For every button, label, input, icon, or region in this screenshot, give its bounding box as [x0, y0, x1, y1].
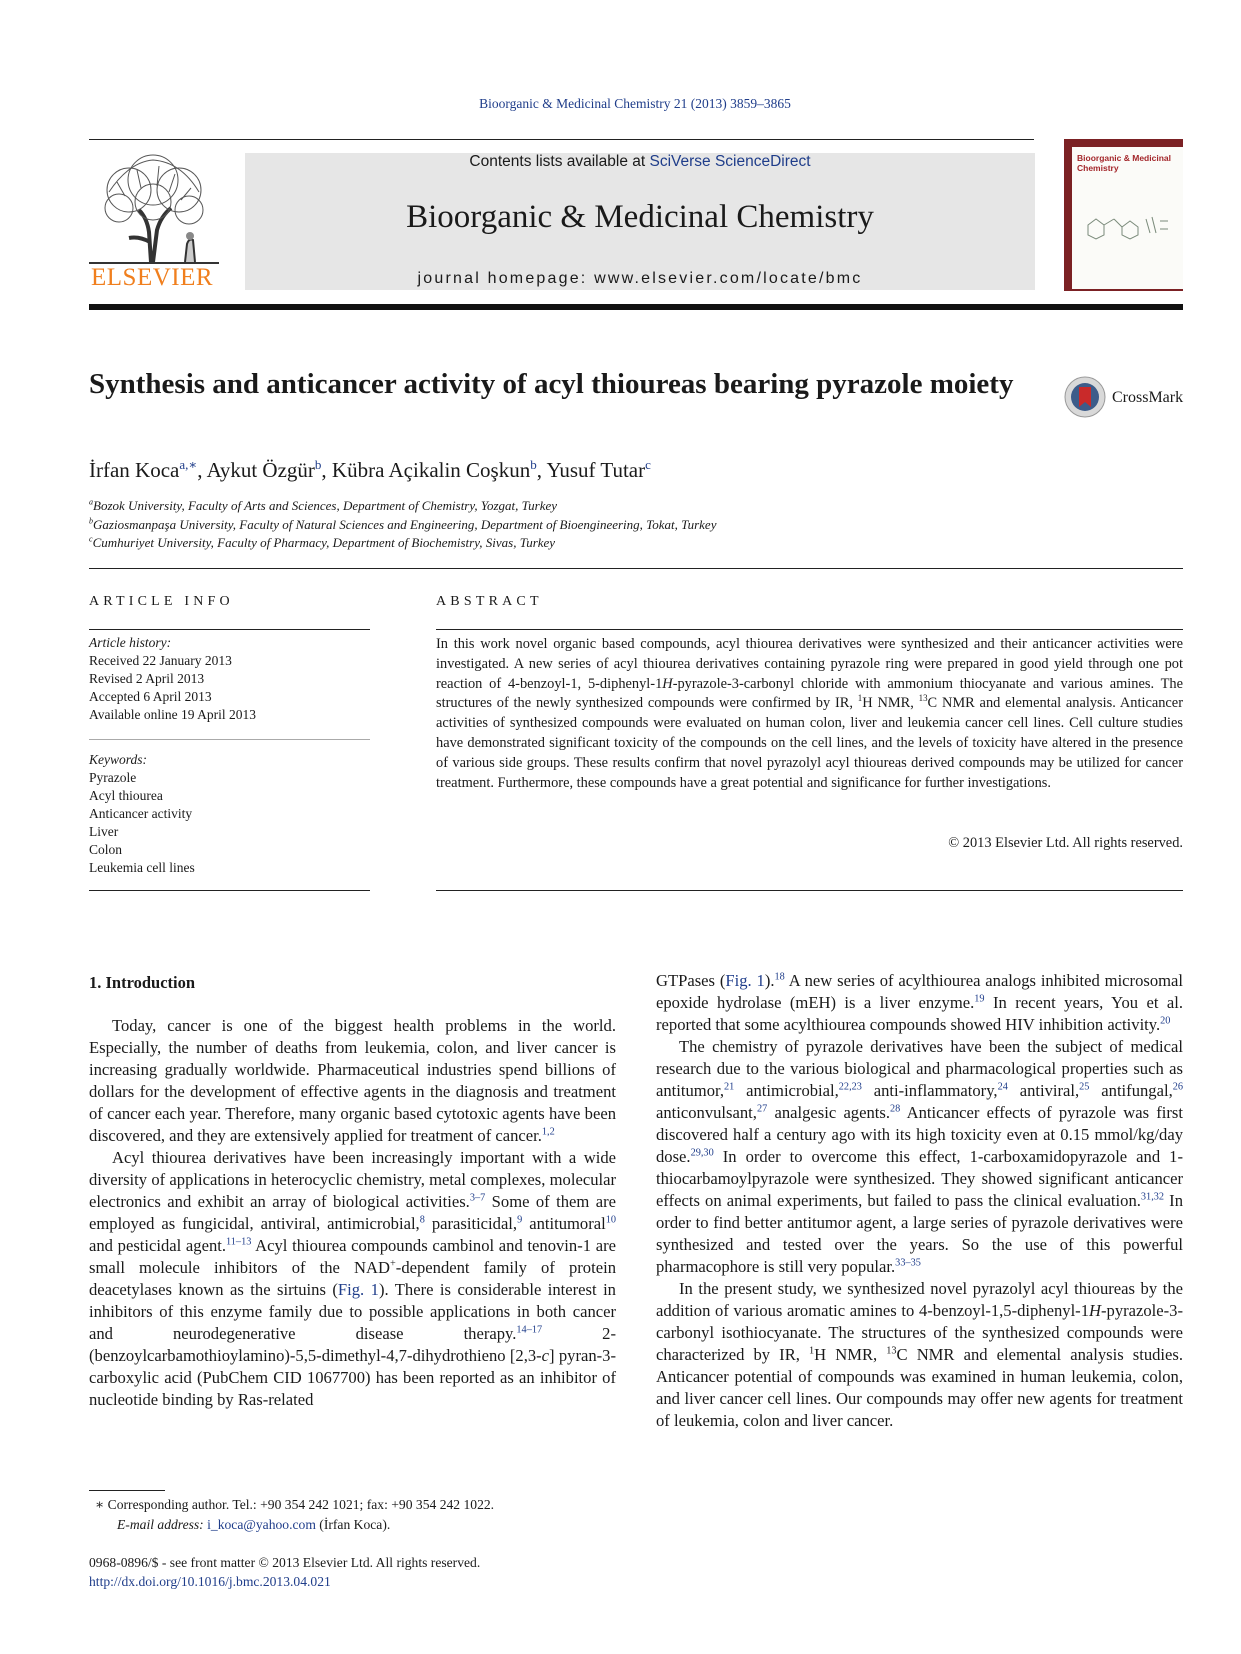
abstract-text-run: -pyrazole-3-carbonyl chloride with ammonium thiocyanate and various amines. The structures of the newly synthesized compounds were confirmed by IR, [436, 675, 1183, 712]
footnote-text: Corresponding author. Tel.: +90 354 242 1021; fax: +90 354 242 1022. [104, 1497, 495, 1512]
paragraph [656, 1036, 1183, 1278]
reference-link[interactable]: 20 [1160, 1015, 1171, 1027]
reference-link[interactable]: 9 [517, 1214, 523, 1226]
text-run: Acyl thiourea derivatives have been increasingly important with a wide diversity of applications in heterocyclic chemistry, metal complexes, molecular electronics and exhibit an array of biological activities. [89, 1148, 616, 1211]
affiliation-text: Cumhuriyet University, Faculty of Pharmacy, Department of Biochemistry, Sivas, Turkey [92, 535, 556, 550]
abstract-text-run: In this work novel organic based compounds, acyl thiourea derivatives were synthesized and their anticancer activities were investigated. A new series of acyl thiourea derivatives containing pyrazole ring were prepared in good yield through one pot reaction of 4-benzoyl-1, 5-diphenyl-1 [436, 636, 1183, 692]
text-run: parasiticidal, [424, 1214, 518, 1233]
text-run: C NMR and elemental analysis studies. Anticancer potential of compounds was examined in human leukemia, colon, and liver cancer cell lines. Our compounds may offer new agents for treatment of leukemia, colon and liver cancer. [656, 1345, 1183, 1430]
header-top-rule [89, 139, 1034, 140]
reference-link[interactable]: 26 [1172, 1081, 1183, 1093]
reference-link[interactable]: 8 [419, 1214, 425, 1226]
author-separator: , [197, 458, 207, 482]
text-run: Anticancer effects of pyrazole was first discovered half a century ago with its high toxicity even at 0.15 mmol/kg/day dose. [656, 1103, 1183, 1166]
contents-line [245, 153, 1035, 171]
text-run: antifungal, [1089, 1081, 1173, 1100]
email-label: E-mail address: [117, 1517, 204, 1532]
author-affiliation-marker[interactable]: b [530, 457, 537, 472]
text-run: antiviral, [1007, 1081, 1080, 1100]
isotope-superscript: 1 [857, 693, 863, 704]
elsevier-tree-icon [89, 152, 219, 270]
abstract-text-run: C NMR and elemental analysis. Anticancer activities of synthesized compounds were evaluated on human colon, liver and leukemia cancer cell lines. Cell culture studies have demonstrated significant toxicity of the compounds on the cell lines, and the levels of toxicity have altered in the presence of various side groups. These results confirm that novel pyrazolyl acyl thioureas derived compounds may be utilized for cancer treatment. Furthermore, these compounds have a great potential and significance for further investigations. [436, 695, 1183, 791]
affiliations-divider [89, 568, 1183, 569]
text-run: -pyrazole-3-carbonyl isothiocyanate. The structures of the synthesized compounds were characterized by IR, [656, 1301, 1183, 1364]
cover-title-line2: Chemistry [1077, 163, 1119, 173]
corresponding-author-footnote [95, 1495, 494, 1535]
paragraph [656, 1278, 1183, 1432]
text-run: anti-inflammatory, [861, 1081, 998, 1100]
author-name[interactable]: Aykut Özgür [206, 458, 315, 482]
keywords-divider [89, 739, 370, 740]
text-run: ). There is considerable interest in inhibitors of this enzyme family due to possible applications in both cancer and neurodegenerative disease therapy. [89, 1280, 616, 1343]
text-run: ] pyran-3-carboxylic acid (PubChem CID 1067700) has been reported as an inhibitor of nucleotide binding by Ras-related [89, 1346, 616, 1409]
text-run: analgesic agents. [767, 1103, 890, 1122]
reference-link[interactable]: 33–35 [895, 1257, 921, 1269]
keyword-list [89, 751, 195, 877]
reference-link[interactable]: 19 [974, 993, 985, 1005]
author-name[interactable]: Kübra Açikalin Coşkun [331, 458, 531, 482]
abstract-top-rule [436, 629, 1183, 630]
text-run: GTPases ( [656, 971, 726, 990]
reference-link[interactable]: 22,23 [838, 1081, 862, 1093]
reference-link[interactable]: 21 [724, 1081, 735, 1093]
text-run: A new series of acylthiourea analogs inhibited microsomal epoxide hydrolase (mEH) is a liver enzyme. [656, 971, 1183, 1012]
footnote-line [95, 1495, 494, 1515]
email-link[interactable]: i_koca@yahoo.com [207, 1517, 316, 1532]
text-run: H NMR, [814, 1345, 887, 1364]
abstract-text-run: H NMR, [862, 695, 919, 712]
keywords-label: Keywords: [89, 752, 147, 767]
author-separator: , [536, 458, 547, 482]
article-info-top-rule [89, 629, 370, 630]
journal-name: Bioorganic & Medicinal Chemistry [406, 199, 874, 235]
reference-link[interactable]: 3–7 [469, 1192, 486, 1204]
author-name[interactable]: Yusuf Tutar [546, 458, 646, 482]
article-info-heading: ARTICLE INFO [89, 594, 234, 609]
author-name[interactable]: İrfan Koca [89, 458, 180, 482]
text-run: H [1089, 1301, 1101, 1320]
cover-title-line1: Bioorganic & Medicinal [1077, 153, 1171, 163]
header-thick-rule [89, 304, 1183, 310]
reference-link[interactable]: 18 [774, 971, 785, 983]
affiliation-item [89, 516, 716, 535]
affiliation-item [89, 534, 716, 553]
isotope-superscript: 13 [918, 693, 928, 704]
author-affiliation-marker[interactable]: c [645, 457, 651, 472]
text-run: Some of them are employed as fungicidal, antiviral, antimicrobial, [89, 1192, 616, 1233]
affiliation-key: c [89, 534, 93, 544]
text-run: 2-(benzoylcarbamothioylamino)-5,5-dimethyl-4,7-dihydrothieno [2,3- [89, 1324, 616, 1365]
history-item: Accepted 6 April 2013 [89, 689, 212, 704]
paragraph [89, 1015, 616, 1147]
text-run: In order to find better antitumor agent, a large series of pyrazole derivatives were synthesized and tested over the years. So the use of this powerful pharmacophore is still very popular. [656, 1191, 1183, 1276]
text-run: The chemistry of pyrazole derivatives have been the subject of medical research due to the various biological and pharmacological properties such as antitumor, [656, 1037, 1183, 1100]
journal-citation[interactable]: Bioorganic & Medicinal Chemistry 21 (2013) 3859–3865 [479, 96, 791, 111]
paragraph [89, 1147, 616, 1411]
reference-link[interactable]: 10 [605, 1214, 616, 1226]
figure-link[interactable]: Fig. 1 [337, 1280, 379, 1299]
keyword-item: Leukemia cell lines [89, 860, 195, 875]
abstract-body [436, 635, 1183, 793]
keyword-item: Anticancer activity [89, 806, 193, 821]
article-info-bottom-rule [89, 890, 370, 891]
issn-line: 0968-0896/$ - see front matter © 2013 Elsevier Ltd. All rights reserved. [89, 1555, 481, 1570]
text-run: ). [764, 971, 775, 990]
text-run: antimicrobial, [734, 1081, 839, 1100]
reference-link[interactable]: 28 [889, 1103, 901, 1115]
author-affiliation-marker[interactable]: b [314, 457, 322, 472]
author-separator: , [321, 458, 332, 482]
reference-link[interactable]: 1,2 [541, 1126, 555, 1138]
footnote-line [95, 1515, 494, 1535]
body-column-right [656, 970, 1183, 1432]
history-item: Received 22 January 2013 [89, 653, 232, 668]
abstract-text-run: H [662, 675, 673, 692]
text-run: anticonvulsant, [656, 1103, 757, 1122]
text-run: and pesticidal agent. [89, 1236, 227, 1255]
text-run: -dependent family of protein deacetylases known as the sirtuins ( [89, 1258, 616, 1299]
article-history [89, 634, 256, 724]
history-item: Revised 2 April 2013 [89, 671, 205, 686]
doi-link[interactable]: http://dx.doi.org/10.1016/j.bmc.2013.04.021 [89, 1574, 331, 1589]
affiliation-list [89, 497, 716, 553]
abstract-bottom-rule [436, 890, 1183, 891]
footnote-text: (İrfan Koca). [315, 1517, 391, 1532]
article-title: Synthesis and anticancer activity of acyl thioureas bearing pyrazole moiety [89, 368, 1014, 400]
cover-title [1077, 153, 1171, 173]
keyword-item: Liver [89, 824, 119, 839]
reference-link[interactable]: 25 [1079, 1081, 1090, 1093]
text-run: Today, cancer is one of the biggest health problems in the world. Especially, the number of deaths from leukemia, colon, and liver cancer is increasing gradually worldwide. Pharmaceutical industries spend billions of dollars for the development of effective agents in the diagnosis and treatment of cancer each year. Therefore, many organic based cytotoxic agents have been discovered, and they are extensively applied for treatment of cancer. [89, 1016, 616, 1145]
crossmark-label[interactable]: CrossMark [1112, 389, 1184, 406]
paragraph-continuation [656, 970, 1183, 1036]
text-run: Acyl thiourea compounds cambinol and tenovin-1 are small molecule inhibitors of the NAD [89, 1236, 616, 1277]
charge-superscript: + [389, 1258, 396, 1270]
affiliation-text: Bozok University, Faculty of Arts and Sciences, Department of Chemistry, Yozgat, Turkey [93, 498, 558, 513]
elsevier-logo[interactable] [89, 152, 219, 292]
abstract-heading: ABSTRACT [436, 594, 543, 609]
journal-header-banner [245, 153, 1035, 290]
sciencedirect-link[interactable]: SciVerse ScienceDirect [649, 153, 811, 170]
keyword-item: Acyl thiourea [89, 788, 163, 803]
text-run: In recent years, You et al. reported that some acylthiourea compounds showed HIV inhibition activity. [656, 993, 1183, 1034]
figure-link[interactable]: Fig. 1 [725, 971, 765, 990]
text-run: c [541, 1346, 550, 1365]
affiliation-item [89, 497, 716, 516]
text-run: antitumoral [522, 1214, 606, 1233]
keyword-item: Pyrazole [89, 770, 137, 785]
history-item: Available online 19 April 2013 [89, 707, 256, 722]
history-label: Article history: [89, 635, 172, 650]
isotope-superscript: 13 [886, 1345, 897, 1357]
author-affiliation-marker[interactable]: a,∗ [179, 457, 198, 472]
affiliation-key: b [89, 516, 94, 526]
reference-link[interactable]: 27 [756, 1103, 768, 1115]
isotope-superscript: 1 [809, 1345, 815, 1357]
reference-link[interactable]: 11–13 [226, 1236, 252, 1248]
reference-link[interactable]: 29,30 [690, 1147, 714, 1159]
reference-link[interactable]: 24 [997, 1081, 1008, 1093]
text-run: In the present study, we synthesized novel pyrazolyl acyl thioureas by the addition of various aromatic amines to 4-benzoyl-1,5-diphenyl-1 [656, 1279, 1183, 1320]
text-run: In order to overcome this effect, 1-carboxamidopyrazole and 1-thiocarbamoylpyrazole were synthesized. They showed significant anticancer effects on animal experiments, but failed to pass the clinical evaluation. [656, 1147, 1183, 1210]
keyword-item: Colon [89, 842, 123, 857]
crossmark-icon[interactable] [1064, 376, 1106, 418]
elsevier-wordmark: ELSEVIER [91, 264, 214, 291]
introduction-heading: 1. Introduction [89, 973, 196, 992]
journal-cover-thumbnail[interactable] [1064, 139, 1183, 291]
journal-homepage[interactable]: journal homepage: www.elsevier.com/locate/bmc [417, 270, 863, 287]
molecule-structure-icon [1078, 205, 1174, 245]
front-matter-notice [89, 1553, 480, 1591]
contents-prefix: Contents lists available at [469, 153, 650, 170]
footnote-marker: ∗ [95, 1497, 105, 1512]
affiliation-text: Gaziosmanpaşa University, Faculty of Natural Sciences and Engineering, Department of Bioengineering, Tokat, Turkey [93, 516, 717, 532]
cover-page [1072, 147, 1183, 289]
abstract-copyright: © 2013 Elsevier Ltd. All rights reserved. [948, 835, 1183, 851]
body-column-left [89, 1015, 616, 1411]
footnote-rule [89, 1490, 165, 1491]
affiliation-key: a [89, 497, 94, 507]
author-list [89, 458, 651, 483]
reference-link[interactable]: 14–17 [516, 1324, 543, 1336]
reference-link[interactable]: 31,32 [1140, 1191, 1165, 1203]
